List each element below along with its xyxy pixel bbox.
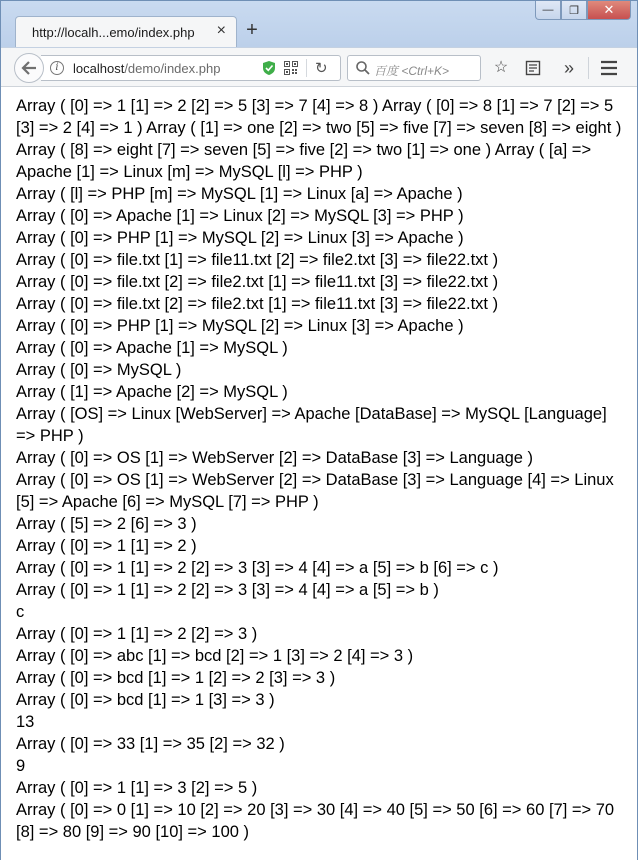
output-line: Array ( [0] => bcd [1] => 1 [2] => 2 [3] => 3 ) — [16, 669, 336, 687]
minimize-button[interactable]: — — [535, 1, 561, 20]
output-line: 9 — [16, 757, 26, 775]
back-button[interactable] — [14, 53, 44, 83]
output-line: Array ( [0] => OS [1] => WebServer [2] => DataBase [3] => Language ) — [16, 449, 533, 467]
reader-icon[interactable] — [522, 57, 544, 79]
output-line: 13 — [16, 713, 35, 731]
output-line: Array ( [0] => Apache [1] => Linux [2] => MySQL [3] => PHP ) — [16, 207, 464, 225]
bookmark-star-icon[interactable]: ☆ — [493, 59, 509, 76]
output-line: Array ( [OS] => Linux [WebServer] => Apache [DataBase] => MySQL [Language] => PHP ) — [16, 405, 607, 445]
output-line: Array ( [0] => abc [1] => bcd [2] => 1 [3] => 2 [4] => 3 ) — [16, 647, 414, 665]
new-tab-button[interactable]: + — [246, 19, 258, 41]
output-line: Array ( [0] => 1 [1] => 2 [2] => 3 [3] => 4 [4] => a [5] => b [6] => c ) — [16, 559, 499, 577]
search-bar[interactable] — [347, 55, 481, 81]
search-icon — [355, 60, 371, 76]
close-window-button[interactable]: ✕ — [587, 1, 631, 20]
search-placeholder: 百度 <Ctrl+K> — [374, 64, 450, 78]
overflow-chevron-icon[interactable]: » — [563, 58, 574, 78]
back-arrow-icon — [21, 61, 37, 75]
reload-icon[interactable]: ↻ — [315, 60, 328, 77]
window-controls — [535, 1, 631, 21]
address-bar[interactable] — [41, 55, 341, 81]
output-line: Array ( [0] => PHP [1] => MySQL [2] => Linux [3] => Apache ) — [16, 317, 464, 335]
output-line: Array ( [0] => 1 [1] => 2 [2] => 5 [3] => 7 [4] => 8 ) Array ( [0] => 8 [1] => 7 [2] => 5 [3] => 2 [4] => 1 ) Array ( [1] => one [2] => two [5] => five [7] => seven [8] => eight ) Array ( [8] => eight [7] => seven [5] => five [2] => two [1] => one ) Array ( [a] => Apache [1] => Linux [m] => MySQL [l] => PHP ) — [16, 97, 622, 181]
output-line: Array ( [0] => file.txt [2] => file2.txt [1] => file11.txt [3] => file22.txt ) — [16, 273, 499, 291]
output-line: Array ( [l] => PHP [m] => MySQL [1] => Linux [a] => Apache ) — [16, 185, 463, 203]
url-text[interactable] — [73, 61, 220, 76]
output-line: Array ( [0] => 0 [1] => 10 [2] => 20 [3] => 30 [4] => 40 [5] => 50 [6] => 60 [7] => 70 [8] => 80 [9] => 90 [10] => 100 ) — [16, 801, 615, 841]
output-line: Array ( [0] => 1 [1] => 2 ) — [16, 537, 197, 555]
toolbar-divider — [588, 57, 589, 79]
qr-code-icon[interactable] — [284, 61, 298, 75]
url-path: /demo/index.php — [124, 61, 221, 76]
output-line: Array ( [0] => MySQL ) — [16, 361, 182, 379]
output-line: Array ( [0] => file.txt [2] => file2.txt [1] => file11.txt [3] => file22.txt ) — [16, 295, 499, 313]
output-line: c — [16, 603, 25, 621]
output-line: Array ( [0] => file.txt [1] => file11.txt [2] => file2.txt [3] => file22.txt ) — [16, 251, 499, 269]
output-line: Array ( [0] => 1 [1] => 3 [2] => 5 ) — [16, 779, 258, 797]
output-line: Array ( [0] => Apache [1] => MySQL ) — [16, 339, 288, 357]
shield-icon[interactable] — [262, 60, 276, 76]
title-bar — [1, 1, 637, 47]
hamburger-menu-icon[interactable] — [598, 57, 620, 79]
output-line: Array ( [5] => 2 [6] => 3 ) — [16, 515, 197, 533]
output-line: Array ( [1] => Apache [2] => MySQL ) — [16, 383, 288, 401]
maximize-button[interactable]: ❐ — [561, 1, 587, 20]
url-host: localhost — [73, 61, 125, 76]
tab-title: http://localh...emo/index.php — [32, 25, 195, 40]
tab-close-icon[interactable]: × — [216, 22, 226, 39]
output-line: Array ( [0] => 33 [1] => 35 [2] => 32 ) — [16, 735, 285, 753]
output-line: Array ( [0] => 1 [1] => 2 [2] => 3 [3] => 4 [4] => a [5] => b ) — [16, 581, 439, 599]
output-line: Array ( [0] => bcd [1] => 1 [3] => 3 ) — [16, 691, 275, 709]
output-line: Array ( [0] => OS [1] => WebServer [2] => DataBase [3] => Language [4] => Linux [5] => Apache [6] => MySQL [7] => PHP ) — [16, 471, 614, 511]
browser-tab[interactable] — [15, 16, 237, 47]
output-line: Array ( [0] => PHP [1] => MySQL [2] => Linux [3] => Apache ) — [16, 229, 464, 247]
output-line: Array ( [0] => 1 [1] => 2 [2] => 3 ) — [16, 625, 258, 643]
page-content — [1, 88, 637, 860]
navigation-toolbar — [1, 47, 637, 87]
info-icon[interactable]: i — [50, 61, 64, 75]
url-divider — [306, 59, 307, 77]
php-output — [16, 95, 628, 843]
